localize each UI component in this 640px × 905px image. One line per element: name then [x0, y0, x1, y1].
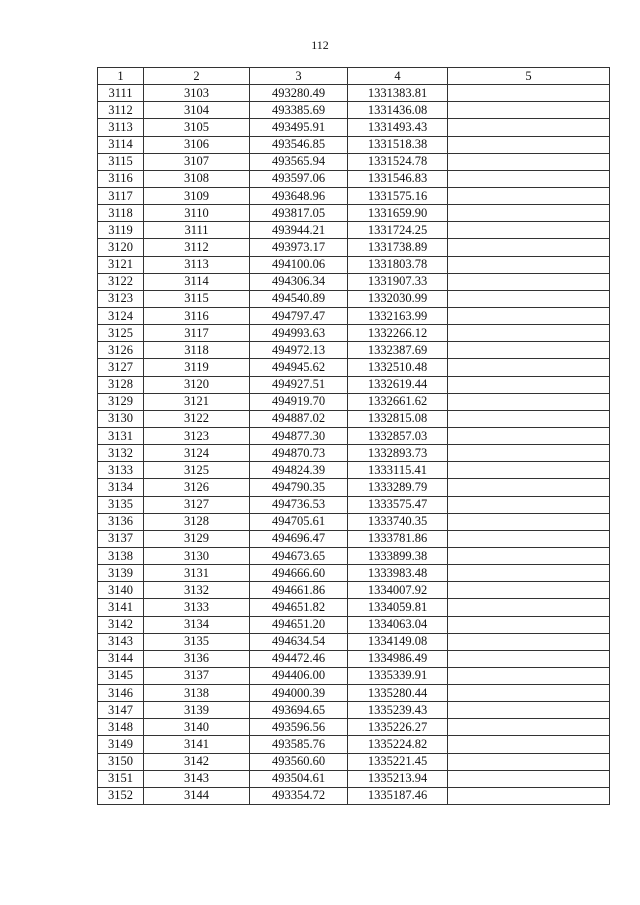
y-coordinate-cell: 1331436.08 [348, 102, 448, 119]
note-cell [448, 376, 610, 393]
y-coordinate-cell: 1333115.41 [348, 462, 448, 479]
point-number-cell: 3119 [98, 222, 144, 239]
x-coordinate-cell: 494306.34 [250, 273, 348, 290]
index-cell: 3114 [144, 273, 250, 290]
point-number-cell: 3129 [98, 393, 144, 410]
table-row [98, 427, 610, 444]
table-row [98, 685, 610, 702]
table-row [98, 770, 610, 787]
note-cell [448, 616, 610, 633]
table-row [98, 376, 610, 393]
note-cell [448, 187, 610, 204]
column-header-4: 4 [348, 68, 448, 85]
index-cell: 3140 [144, 719, 250, 736]
table-row [98, 170, 610, 187]
index-cell: 3106 [144, 136, 250, 153]
table-row [98, 736, 610, 753]
x-coordinate-cell: 494651.20 [250, 616, 348, 633]
point-number-cell: 3116 [98, 170, 144, 187]
note-cell [448, 582, 610, 599]
index-cell: 3134 [144, 616, 250, 633]
point-number-cell: 3141 [98, 599, 144, 616]
x-coordinate-cell: 494705.61 [250, 513, 348, 530]
table-row [98, 290, 610, 307]
note-cell [448, 410, 610, 427]
table-row [98, 616, 610, 633]
table-row [98, 256, 610, 273]
y-coordinate-cell: 1333575.47 [348, 496, 448, 513]
table-row [98, 547, 610, 564]
x-coordinate-cell: 494406.00 [250, 667, 348, 684]
y-coordinate-cell: 1333781.86 [348, 530, 448, 547]
point-number-cell: 3151 [98, 770, 144, 787]
table-row [98, 633, 610, 650]
point-number-cell: 3131 [98, 427, 144, 444]
note-cell [448, 479, 610, 496]
index-cell: 3125 [144, 462, 250, 479]
note-cell [448, 136, 610, 153]
x-coordinate-cell: 493504.61 [250, 770, 348, 787]
table-row [98, 479, 610, 496]
y-coordinate-cell: 1331907.33 [348, 273, 448, 290]
note-cell [448, 599, 610, 616]
x-coordinate-cell: 494927.51 [250, 376, 348, 393]
y-coordinate-cell: 1331575.16 [348, 187, 448, 204]
x-coordinate-cell: 494797.47 [250, 307, 348, 324]
note-cell [448, 685, 610, 702]
y-coordinate-cell: 1331493.43 [348, 119, 448, 136]
point-number-cell: 3142 [98, 616, 144, 633]
index-cell: 3136 [144, 650, 250, 667]
point-number-cell: 3135 [98, 496, 144, 513]
table-row [98, 273, 610, 290]
point-number-cell: 3134 [98, 479, 144, 496]
table-row [98, 702, 610, 719]
point-number-cell: 3118 [98, 205, 144, 222]
index-cell: 3142 [144, 753, 250, 770]
y-coordinate-cell: 1332815.08 [348, 410, 448, 427]
point-number-cell: 3133 [98, 462, 144, 479]
note-cell [448, 290, 610, 307]
index-cell: 3143 [144, 770, 250, 787]
x-coordinate-cell: 494673.65 [250, 547, 348, 564]
y-coordinate-cell: 1334149.08 [348, 633, 448, 650]
point-number-cell: 3140 [98, 582, 144, 599]
index-cell: 3144 [144, 787, 250, 804]
note-cell [448, 496, 610, 513]
y-coordinate-cell: 1335226.27 [348, 719, 448, 736]
column-header-3: 3 [250, 68, 348, 85]
note-cell [448, 102, 610, 119]
x-coordinate-cell: 494993.63 [250, 325, 348, 342]
table-row [98, 239, 610, 256]
table-row [98, 102, 610, 119]
table-row [98, 205, 610, 222]
note-cell [448, 205, 610, 222]
note-cell [448, 153, 610, 170]
point-number-cell: 3147 [98, 702, 144, 719]
y-coordinate-cell: 1333740.35 [348, 513, 448, 530]
point-number-cell: 3130 [98, 410, 144, 427]
y-coordinate-cell: 1332387.69 [348, 342, 448, 359]
note-cell [448, 650, 610, 667]
point-number-cell: 3137 [98, 530, 144, 547]
note-cell [448, 325, 610, 342]
x-coordinate-cell: 493585.76 [250, 736, 348, 753]
table-row [98, 187, 610, 204]
header-row [98, 68, 610, 85]
x-coordinate-cell: 493597.06 [250, 170, 348, 187]
note-cell [448, 170, 610, 187]
page-number: 112 [311, 38, 329, 52]
y-coordinate-cell: 1331659.90 [348, 205, 448, 222]
note-cell [448, 427, 610, 444]
point-number-cell: 3139 [98, 565, 144, 582]
point-number-cell: 3115 [98, 153, 144, 170]
y-coordinate-cell: 1331803.78 [348, 256, 448, 273]
note-cell [448, 239, 610, 256]
table-row [98, 719, 610, 736]
y-coordinate-cell: 1335187.46 [348, 787, 448, 804]
table-row [98, 342, 610, 359]
note-cell [448, 787, 610, 804]
x-coordinate-cell: 494887.02 [250, 410, 348, 427]
x-coordinate-cell: 493560.60 [250, 753, 348, 770]
index-cell: 3133 [144, 599, 250, 616]
point-number-cell: 3113 [98, 119, 144, 136]
point-number-cell: 3152 [98, 787, 144, 804]
column-header-1: 1 [98, 68, 144, 85]
note-cell [448, 359, 610, 376]
note-cell [448, 753, 610, 770]
table-row [98, 153, 610, 170]
index-cell: 3117 [144, 325, 250, 342]
x-coordinate-cell: 493596.56 [250, 719, 348, 736]
index-cell: 3137 [144, 667, 250, 684]
y-coordinate-cell: 1333983.48 [348, 565, 448, 582]
table-row [98, 410, 610, 427]
x-coordinate-cell: 493546.85 [250, 136, 348, 153]
note-cell [448, 547, 610, 564]
note-cell [448, 222, 610, 239]
index-cell: 3110 [144, 205, 250, 222]
x-coordinate-cell: 494000.39 [250, 685, 348, 702]
note-cell [448, 513, 610, 530]
table-row [98, 599, 610, 616]
y-coordinate-cell: 1332266.12 [348, 325, 448, 342]
x-coordinate-cell: 493495.91 [250, 119, 348, 136]
index-cell: 3139 [144, 702, 250, 719]
index-cell: 3118 [144, 342, 250, 359]
index-cell: 3124 [144, 445, 250, 462]
index-cell: 3126 [144, 479, 250, 496]
x-coordinate-cell: 493973.17 [250, 239, 348, 256]
note-cell [448, 445, 610, 462]
point-number-cell: 3117 [98, 187, 144, 204]
table-row [98, 136, 610, 153]
point-number-cell: 3124 [98, 307, 144, 324]
point-number-cell: 3125 [98, 325, 144, 342]
note-cell [448, 770, 610, 787]
y-coordinate-cell: 1331546.83 [348, 170, 448, 187]
note-cell [448, 667, 610, 684]
y-coordinate-cell: 1335224.82 [348, 736, 448, 753]
table-row [98, 393, 610, 410]
x-coordinate-cell: 494100.06 [250, 256, 348, 273]
table-row [98, 462, 610, 479]
x-coordinate-cell: 493694.65 [250, 702, 348, 719]
coordinates-table [97, 67, 610, 805]
note-cell [448, 119, 610, 136]
point-number-cell: 3122 [98, 273, 144, 290]
y-coordinate-cell: 1331724.25 [348, 222, 448, 239]
index-cell: 3105 [144, 119, 250, 136]
x-coordinate-cell: 494736.53 [250, 496, 348, 513]
index-cell: 3103 [144, 85, 250, 102]
table-row [98, 445, 610, 462]
index-cell: 3129 [144, 530, 250, 547]
x-coordinate-cell: 494696.47 [250, 530, 348, 547]
column-header-2: 2 [144, 68, 250, 85]
note-cell [448, 736, 610, 753]
x-coordinate-cell: 494790.35 [250, 479, 348, 496]
x-coordinate-cell: 494634.54 [250, 633, 348, 650]
table-row [98, 222, 610, 239]
index-cell: 3122 [144, 410, 250, 427]
point-number-cell: 3150 [98, 753, 144, 770]
note-cell [448, 530, 610, 547]
note-cell [448, 702, 610, 719]
y-coordinate-cell: 1334007.92 [348, 582, 448, 599]
table-row [98, 753, 610, 770]
note-cell [448, 342, 610, 359]
index-cell: 3130 [144, 547, 250, 564]
point-number-cell: 3143 [98, 633, 144, 650]
index-cell: 3104 [144, 102, 250, 119]
index-cell: 3111 [144, 222, 250, 239]
table-row [98, 85, 610, 102]
x-coordinate-cell: 494824.39 [250, 462, 348, 479]
column-header-5: 5 [448, 68, 610, 85]
y-coordinate-cell: 1335213.94 [348, 770, 448, 787]
note-cell [448, 273, 610, 290]
table-row [98, 565, 610, 582]
point-number-cell: 3120 [98, 239, 144, 256]
point-number-cell: 3144 [98, 650, 144, 667]
y-coordinate-cell: 1334063.04 [348, 616, 448, 633]
note-cell [448, 719, 610, 736]
point-number-cell: 3111 [98, 85, 144, 102]
point-number-cell: 3112 [98, 102, 144, 119]
index-cell: 3116 [144, 307, 250, 324]
table-header [98, 68, 610, 85]
index-cell: 3112 [144, 239, 250, 256]
point-number-cell: 3146 [98, 685, 144, 702]
index-cell: 3113 [144, 256, 250, 273]
table-row [98, 650, 610, 667]
index-cell: 3107 [144, 153, 250, 170]
point-number-cell: 3149 [98, 736, 144, 753]
table-row [98, 325, 610, 342]
note-cell [448, 85, 610, 102]
point-number-cell: 3148 [98, 719, 144, 736]
y-coordinate-cell: 1333289.79 [348, 479, 448, 496]
x-coordinate-cell: 494877.30 [250, 427, 348, 444]
point-number-cell: 3127 [98, 359, 144, 376]
y-coordinate-cell: 1331518.38 [348, 136, 448, 153]
y-coordinate-cell: 1332619.44 [348, 376, 448, 393]
x-coordinate-cell: 493280.49 [250, 85, 348, 102]
index-cell: 3109 [144, 187, 250, 204]
x-coordinate-cell: 493817.05 [250, 205, 348, 222]
point-number-cell: 3132 [98, 445, 144, 462]
point-number-cell: 3121 [98, 256, 144, 273]
x-coordinate-cell: 494540.89 [250, 290, 348, 307]
y-coordinate-cell: 1331524.78 [348, 153, 448, 170]
table-body [98, 85, 610, 805]
x-coordinate-cell: 493565.94 [250, 153, 348, 170]
x-coordinate-cell: 494661.86 [250, 582, 348, 599]
x-coordinate-cell: 493944.21 [250, 222, 348, 239]
x-coordinate-cell: 494870.73 [250, 445, 348, 462]
x-coordinate-cell: 493354.72 [250, 787, 348, 804]
y-coordinate-cell: 1331383.81 [348, 85, 448, 102]
y-coordinate-cell: 1332661.62 [348, 393, 448, 410]
y-coordinate-cell: 1335280.44 [348, 685, 448, 702]
index-cell: 3121 [144, 393, 250, 410]
y-coordinate-cell: 1335239.43 [348, 702, 448, 719]
point-number-cell: 3114 [98, 136, 144, 153]
y-coordinate-cell: 1332163.99 [348, 307, 448, 324]
point-number-cell: 3138 [98, 547, 144, 564]
table-row [98, 359, 610, 376]
y-coordinate-cell: 1333899.38 [348, 547, 448, 564]
index-cell: 3108 [144, 170, 250, 187]
index-cell: 3132 [144, 582, 250, 599]
y-coordinate-cell: 1334986.49 [348, 650, 448, 667]
table-row [98, 496, 610, 513]
point-number-cell: 3145 [98, 667, 144, 684]
index-cell: 3127 [144, 496, 250, 513]
table-row [98, 307, 610, 324]
x-coordinate-cell: 493648.96 [250, 187, 348, 204]
table-row [98, 530, 610, 547]
x-coordinate-cell: 494919.70 [250, 393, 348, 410]
point-number-cell: 3126 [98, 342, 144, 359]
index-cell: 3115 [144, 290, 250, 307]
y-coordinate-cell: 1334059.81 [348, 599, 448, 616]
x-coordinate-cell: 494472.46 [250, 650, 348, 667]
note-cell [448, 256, 610, 273]
point-number-cell: 3136 [98, 513, 144, 530]
point-number-cell: 3123 [98, 290, 144, 307]
y-coordinate-cell: 1332510.48 [348, 359, 448, 376]
x-coordinate-cell: 494666.60 [250, 565, 348, 582]
index-cell: 3138 [144, 685, 250, 702]
note-cell [448, 462, 610, 479]
note-cell [448, 307, 610, 324]
index-cell: 3128 [144, 513, 250, 530]
table-row [98, 787, 610, 804]
table-row [98, 582, 610, 599]
y-coordinate-cell: 1335221.45 [348, 753, 448, 770]
table-row [98, 119, 610, 136]
index-cell: 3131 [144, 565, 250, 582]
note-cell [448, 565, 610, 582]
table-row [98, 513, 610, 530]
x-coordinate-cell: 494651.82 [250, 599, 348, 616]
note-cell [448, 393, 610, 410]
table-row [98, 667, 610, 684]
y-coordinate-cell: 1332857.03 [348, 427, 448, 444]
y-coordinate-cell: 1335339.91 [348, 667, 448, 684]
index-cell: 3141 [144, 736, 250, 753]
point-number-cell: 3128 [98, 376, 144, 393]
index-cell: 3123 [144, 427, 250, 444]
x-coordinate-cell: 494972.13 [250, 342, 348, 359]
note-cell [448, 633, 610, 650]
x-coordinate-cell: 493385.69 [250, 102, 348, 119]
x-coordinate-cell: 494945.62 [250, 359, 348, 376]
y-coordinate-cell: 1332030.99 [348, 290, 448, 307]
y-coordinate-cell: 1332893.73 [348, 445, 448, 462]
index-cell: 3135 [144, 633, 250, 650]
y-coordinate-cell: 1331738.89 [348, 239, 448, 256]
index-cell: 3119 [144, 359, 250, 376]
index-cell: 3120 [144, 376, 250, 393]
